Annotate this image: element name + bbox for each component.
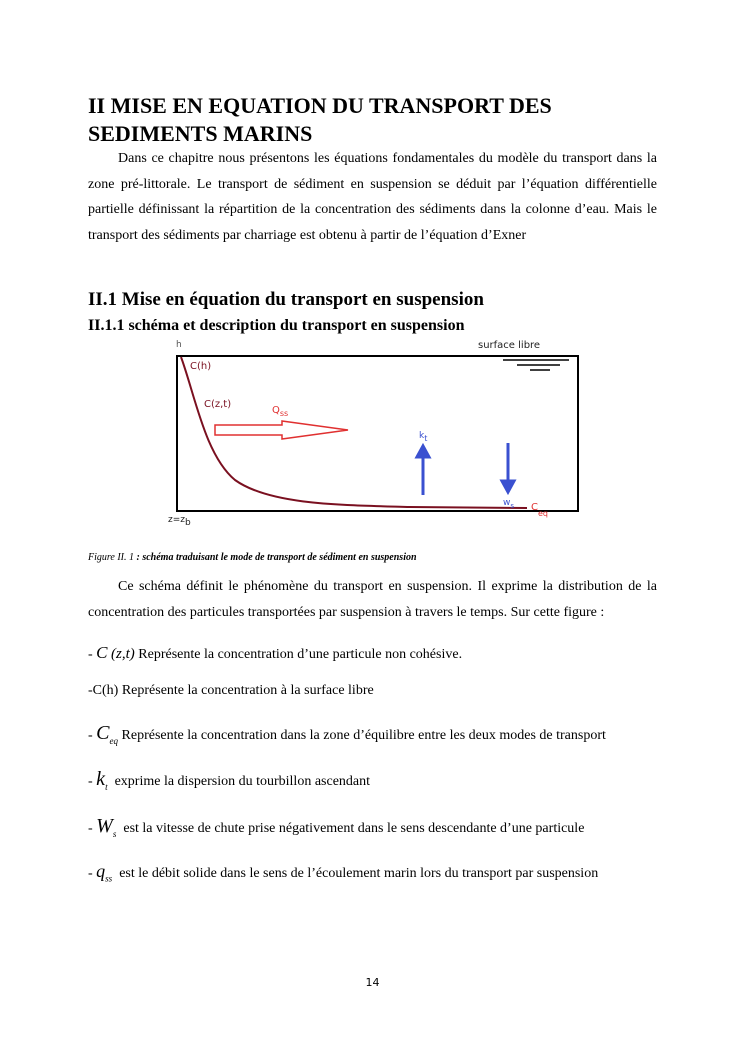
definition-kt: - $k_t$ exprime la dispersion du tourbillon ascendant [88, 768, 371, 792]
definition-ws: - $W_s$ est la vitesse de chute prise négativement dans le sens descendante d’une particule [88, 815, 585, 839]
suspension-diagram [160, 335, 590, 530]
figure-caption: Figure II. 1 : schéma traduisant le mode de transport de sédiment en suspension [88, 552, 417, 563]
chapter-title: II MISE EN EQUATION DU TRANSPORT DES SEDIMENTS MARINS [88, 93, 552, 146]
page-number: 14 [365, 976, 380, 989]
description-paragraph [88, 574, 657, 625]
subsection-heading: II.1.1 schéma et description du transport en suspension [88, 317, 465, 334]
label-zb: z=zb [168, 515, 191, 528]
qss-arrow-icon [215, 421, 348, 439]
label-ceq: $C_{eq}$ [531, 502, 548, 518]
intro-text: Dans ce chapitre nous présentons les équations fondamentales du modèle du transport dans la zone pré-littorale. Le transport de sédiment en suspension se déduit par l’équation différentielle partielle définissant la répartition de la concentration des sédiments dans la colonne d’eau. Mais le transport des sédiments par charriage est obtenu à partir de l’équation d’Exner [88, 151, 657, 243]
ws-down-arrow-icon [502, 443, 514, 492]
label-qss: $Q_{ss}$ [272, 405, 289, 418]
description-text: Ce schéma définit le phénomène du transport en suspension. Il exprime la distribution de la concentration des particules transportées par suspension à travers le temps. Sur cette figure : [88, 579, 657, 620]
label-czt: C(z,t) [204, 399, 232, 410]
c-arguments: (z,t) [111, 646, 135, 662]
water-column-box [177, 356, 578, 511]
label-kt: kt [419, 431, 428, 443]
water-surface-icon [503, 360, 569, 370]
definition-ch: -C(h) Représente la concentration à la surface libre [88, 683, 374, 698]
concentration-curve [181, 357, 527, 508]
label-surface: surface libre [478, 340, 541, 351]
definition-ceq: - $C_{eq}$ Représente la concentration dans la zone d’équilibre entre les deux modes de transport [88, 722, 606, 746]
definition-qss: - $q_{ss}$ est le débit solide dans le sens de l’écoulement marin lors du transport par suspension [88, 861, 599, 884]
label-h: h [176, 340, 182, 350]
intro-paragraph [88, 146, 657, 248]
kt-up-arrow-icon [417, 446, 429, 495]
label-ws: $w_s$ [503, 498, 515, 510]
definition-c: - C (z,t) Représente la concentration d’une particule non cohésive. [88, 643, 463, 662]
label-ch: C(h) [190, 361, 212, 372]
section-heading: II.1 Mise en équation du transport en suspension [88, 289, 484, 310]
